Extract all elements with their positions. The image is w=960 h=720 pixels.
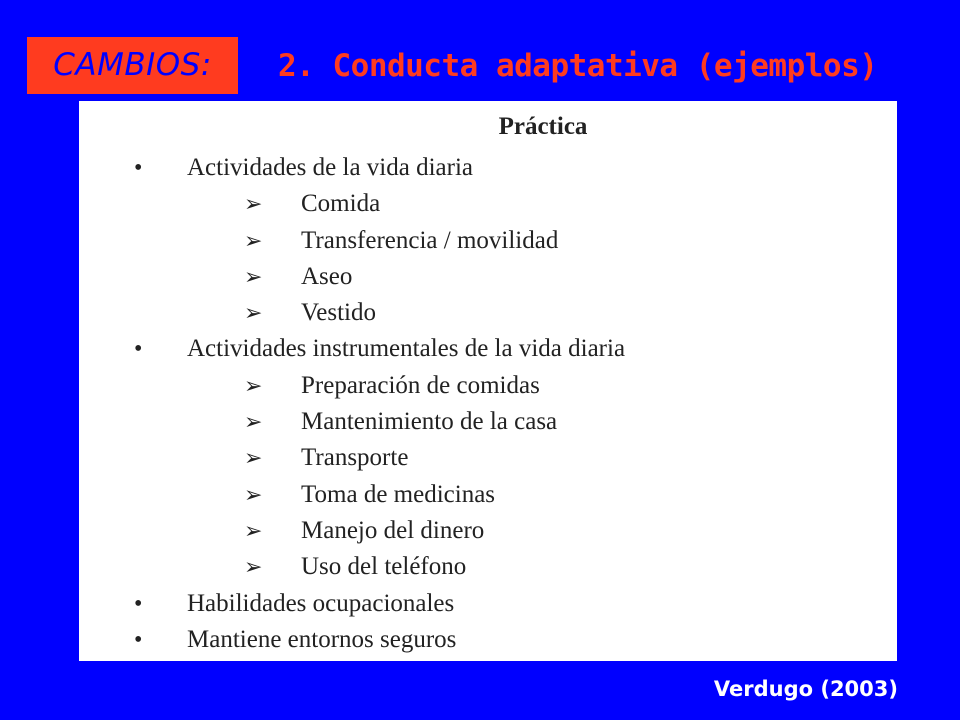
- document-list: [79, 150, 897, 658]
- list-item: [79, 404, 897, 440]
- list-item: [79, 186, 897, 222]
- list-item-text: Mantiene entornos seguros: [187, 625, 457, 653]
- source-citation: Verdugo (2003): [713, 677, 898, 701]
- arrow-bullet-icon: ➢: [244, 300, 263, 326]
- list-item: [79, 586, 897, 622]
- list-item-text: Toma de medicinas: [301, 480, 496, 508]
- slide-title: 2. Conducta adaptativa (ejemplos): [278, 48, 878, 84]
- list-item-text: Transporte: [301, 444, 409, 472]
- list-item: [79, 440, 897, 476]
- arrow-bullet-icon: ➢: [244, 554, 263, 580]
- arrow-bullet-icon: ➢: [244, 517, 263, 543]
- list-item-text: Comida: [301, 190, 381, 218]
- arrow-bullet-icon: ➢: [244, 191, 263, 217]
- document-image: [79, 101, 897, 661]
- list-item: [79, 331, 897, 367]
- list-item: [79, 223, 897, 259]
- arrow-bullet-icon: ➢: [244, 481, 263, 507]
- section-tag: CAMBIOS:: [27, 37, 238, 94]
- list-item: [79, 150, 897, 186]
- arrow-bullet-icon: ➢: [244, 263, 263, 289]
- list-item-text: Manejo del dinero: [301, 516, 485, 544]
- list-item: [79, 549, 897, 585]
- list-item: [79, 368, 897, 404]
- document-heading: Práctica: [498, 113, 588, 140]
- list-item: [79, 259, 897, 295]
- list-item-text: Mantenimiento de la casa: [301, 408, 558, 436]
- bullet-icon: •: [134, 626, 143, 653]
- arrow-bullet-icon: ➢: [244, 227, 263, 253]
- bullet-icon: •: [134, 155, 143, 181]
- list-item-text: Preparación de comidas: [301, 371, 540, 399]
- arrow-bullet-icon: ➢: [244, 372, 263, 398]
- list-item-text: Actividades de la vida diaria: [187, 154, 473, 181]
- arrow-bullet-icon: ➢: [244, 409, 263, 435]
- list-item-text: Transferencia / movilidad: [301, 226, 559, 254]
- bullet-icon: •: [134, 336, 143, 363]
- list-item: [79, 477, 897, 513]
- bullet-icon: •: [134, 590, 143, 617]
- list-item-text: Vestido: [301, 299, 376, 327]
- list-item: [79, 622, 897, 658]
- list-item-text: Actividades instrumentales de la vida diaria: [187, 335, 626, 363]
- list-item-text: Aseo: [301, 262, 353, 290]
- list-item: [79, 513, 897, 549]
- list-item-text: Uso del teléfono: [301, 553, 467, 581]
- arrow-bullet-icon: ➢: [244, 445, 263, 471]
- list-item: [79, 295, 897, 331]
- list-item-text: Habilidades ocupacionales: [187, 589, 455, 617]
